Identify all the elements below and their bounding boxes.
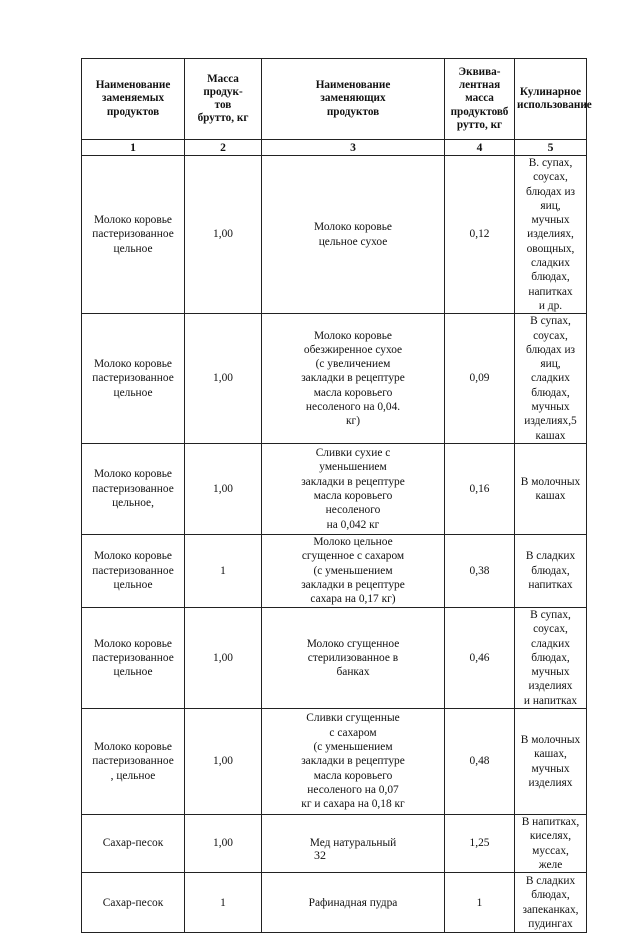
- table-row: [82, 443, 587, 534]
- column-number: 1: [82, 140, 185, 156]
- column-number-row: [82, 140, 587, 156]
- equivalent-mass-cell: 0,46: [445, 607, 515, 708]
- replacing-product-cell: Мед натуральный: [262, 815, 445, 873]
- culinary-use-cell: В сладких блюдах, напитках: [515, 534, 587, 607]
- document-sheet: [81, 58, 592, 933]
- gross-mass-cell: 1,00: [185, 156, 262, 314]
- replaced-product-cell: Молоко коровье пастеризованное цельное: [82, 314, 185, 444]
- table-row: [82, 534, 587, 607]
- culinary-use-cell: В напитках, киселях, муссах, желе: [515, 815, 587, 873]
- table-header-row: [82, 59, 587, 140]
- replacing-product-cell: Молоко коровье обезжиренное сухое (с увеличением закладки в рецептуре масла коровьего несоленого на 0,04. кг): [262, 314, 445, 444]
- equivalent-mass-cell: 1,25: [445, 815, 515, 873]
- replacing-product-cell: Молоко сгущенное стерилизованное в банках: [262, 607, 445, 708]
- equivalent-mass-cell: 0,48: [445, 709, 515, 815]
- equivalent-mass-cell: 0,12: [445, 156, 515, 314]
- culinary-use-cell: В. супах, соусах, блюдах из яиц, мучных изделиях, овощных, сладких блюдах, напитках и др.: [515, 156, 587, 314]
- replaced-product-cell: Молоко коровье пастеризованное цельное: [82, 156, 185, 314]
- table-row: [82, 815, 587, 873]
- replaced-product-cell: Сахар-песок: [82, 815, 185, 873]
- header-replacing-product: Наименование заменяющих продуктов: [262, 59, 445, 140]
- equivalent-mass-cell: 0,09: [445, 314, 515, 444]
- gross-mass-cell: 1,00: [185, 314, 262, 444]
- culinary-use-cell: В супах, соусах, сладких блюдах, мучных изделиях и напитках: [515, 607, 587, 708]
- replacing-product-cell: Молоко коровье цельное сухое: [262, 156, 445, 314]
- header-culinary-use: Кулинарное использование: [515, 59, 587, 140]
- gross-mass-cell: 1: [185, 873, 262, 933]
- gross-mass-cell: 1,00: [185, 815, 262, 873]
- table-row: [82, 607, 587, 708]
- table-row: [82, 709, 587, 815]
- gross-mass-cell: 1,00: [185, 443, 262, 534]
- replaced-product-cell: Молоко коровье пастеризованное , цельное: [82, 709, 185, 815]
- culinary-use-cell: В молочных кашах: [515, 443, 587, 534]
- replacing-product-cell: Молоко цельное сгущенное с сахаром (с уменьшением закладки в рецептуре сахара на 0,17 кг): [262, 534, 445, 607]
- replacing-product-cell: Рафинадная пудра: [262, 873, 445, 933]
- header-replaced-product: Наименование заменяемых продуктов: [82, 59, 185, 140]
- equivalent-mass-cell: 1: [445, 873, 515, 933]
- header-gross-mass: Масса продук- тов брутто, кг: [185, 59, 262, 140]
- header-equivalent-mass: Эквива- лентная масса продуктовб рутто, кг: [445, 59, 515, 140]
- replaced-product-cell: Сахар-песок: [82, 873, 185, 933]
- gross-mass-cell: 1,00: [185, 607, 262, 708]
- replacing-product-cell: Сливки сухие с уменьшением закладки в рецептуре масла коровьего несоленого на 0,042 кг: [262, 443, 445, 534]
- substitution-table: [81, 58, 592, 933]
- culinary-use-cell: В сладких блюдах, запеканках, пудингах: [515, 873, 587, 933]
- replaced-product-cell: Молоко коровье пастеризованное цельное,: [82, 443, 185, 534]
- column-number: 5: [515, 140, 587, 156]
- replacing-product-cell: Сливки сгущенные с сахаром (с уменьшением закладки в рецептуре масла коровьего несоленого на 0,07 кг и сахара на 0,18 кг: [262, 709, 445, 815]
- equivalent-mass-cell: 0,38: [445, 534, 515, 607]
- column-number: 4: [445, 140, 515, 156]
- table-row: [82, 156, 587, 314]
- table-row: [82, 873, 587, 933]
- replaced-product-cell: Молоко коровье пастеризованное цельное: [82, 607, 185, 708]
- column-number: 2: [185, 140, 262, 156]
- culinary-use-cell: В супах, соусах, блюдах из яиц, сладких блюдах, мучных изделиях,5 кашах: [515, 314, 587, 444]
- page-number: 32: [314, 848, 326, 862]
- culinary-use-cell: В молочных кашах, мучных изделиях: [515, 709, 587, 815]
- column-number: 3: [262, 140, 445, 156]
- gross-mass-cell: 1: [185, 534, 262, 607]
- table-row: [82, 314, 587, 444]
- equivalent-mass-cell: 0,16: [445, 443, 515, 534]
- replaced-product-cell: Молоко коровье пастеризованное цельное: [82, 534, 185, 607]
- gross-mass-cell: 1,00: [185, 709, 262, 815]
